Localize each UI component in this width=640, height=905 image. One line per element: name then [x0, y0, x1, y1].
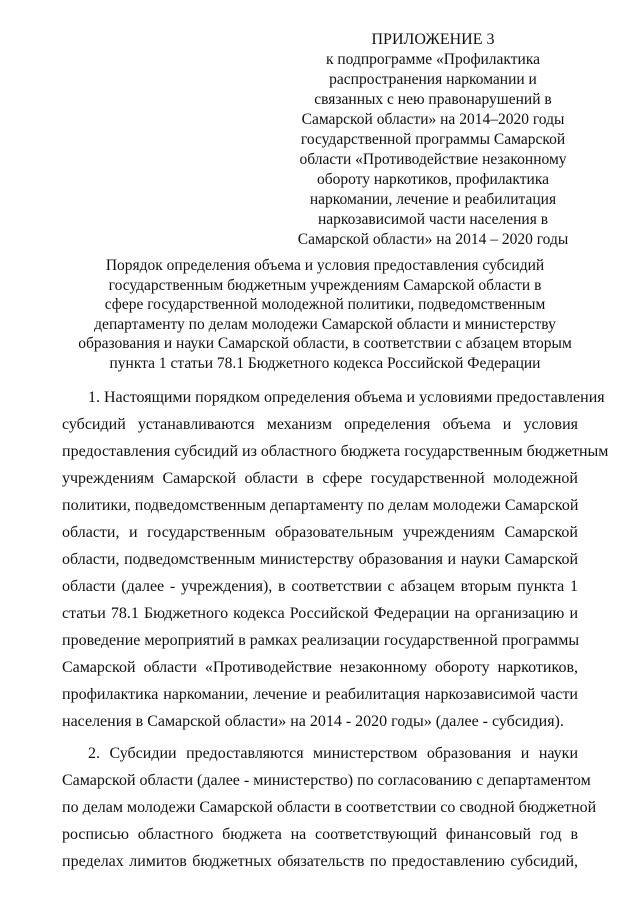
paragraph-1 [62, 384, 609, 735]
paragraph-line: 2. Субсидии предоставляются министерством образования и науки [88, 745, 578, 762]
paragraph-line: предоставления субсидий из областного бюджета государственным бюджетным [62, 443, 609, 460]
paragraph-line: политики, подведомственным департаменту по делам молодежи Самарской [62, 497, 579, 514]
paragraph-line: области (далее - учреждения), в соответствии с абзацем вторым пункта 1 [62, 578, 578, 595]
appendix-block [288, 30, 578, 250]
appendix-line: Самарской области» на 2014–2020 годы [301, 111, 565, 128]
appendix-line: связанных с нею правонарушений в [314, 91, 552, 108]
title-line: государственным бюджетным учреждениям Самарской области в [108, 276, 542, 294]
paragraph-line: области, подведомственным министерству образования и науки Самарской [62, 551, 578, 568]
appendix-line: наркозависимой части населения в [317, 211, 549, 228]
title-line: сфере государственной молодежной политики, подведомственным [104, 296, 546, 314]
title-line: департаменту по делам молодежи Самарской области и министерству [94, 315, 556, 333]
paragraph-line: Самарской области «Противодействие незаконному обороту наркотиков, [62, 659, 578, 676]
paragraph-line: проведение мероприятий в рамках реализации государственной программы [62, 632, 580, 649]
appendix-heading: ПРИЛОЖЕНИЕ 3 [371, 31, 495, 48]
paragraph-line: росписью областного бюджета на соответствующий финансовый год в [62, 826, 578, 843]
appendix-line: распространения наркомании и [329, 71, 537, 88]
paragraph-line: области, и государственным образовательным учреждениям Самарской [62, 524, 578, 541]
paragraph-line: по делам молодежи Самарской области в соответствии со сводной бюджетной [62, 799, 597, 816]
paragraph-line: профилактика наркомании, лечение и реабилитация наркозависимой части [62, 686, 578, 703]
appendix-line: государственной программы Самарской [300, 131, 566, 148]
document-title [60, 256, 590, 374]
appendix-line: к подпрограмме «Профилактика [325, 51, 540, 68]
paragraph-line: учреждениям Самарской области в сфере государственной молодежной [62, 470, 578, 487]
paragraph-line: статьи 78.1 Бюджетного кодекса Российской Федерации на организацию и [62, 605, 578, 622]
paragraph-line: Самарской области (далее - министерство) по согласованию с департаментом [62, 772, 591, 789]
title-line: образования и науки Самарской области, в соответствии с абзацем вторым [78, 335, 572, 353]
paragraph-line: пределах лимитов бюджетных обязательств по предоставлению субсидий, [62, 853, 578, 870]
title-line: Порядок определения объема и условия предоставления субсидий [105, 257, 545, 274]
paragraph-line: населения в Самарской области» на 2014 - 2020 годы» (далее - субсидия). [62, 713, 564, 730]
document-body [62, 384, 609, 875]
paragraph-line: субсидий устанавливаются механизм определения объема и условия [62, 416, 578, 433]
paragraph-line: 1. Настоящими порядком определения объема и условиями предоставления [88, 389, 605, 406]
appendix-line: области «Противодействие незаконному [299, 151, 567, 168]
appendix-line: обороту наркотиков, профилактика [316, 171, 550, 188]
appendix-line: Самарской области» на 2014 – 2020 годы [297, 231, 569, 248]
title-line: пункта 1 статьи 78.1 Бюджетного кодекса Российской Федерации [109, 354, 541, 372]
paragraph-2 [62, 740, 597, 875]
appendix-line: наркомании, лечение и реабилитация [309, 191, 557, 208]
